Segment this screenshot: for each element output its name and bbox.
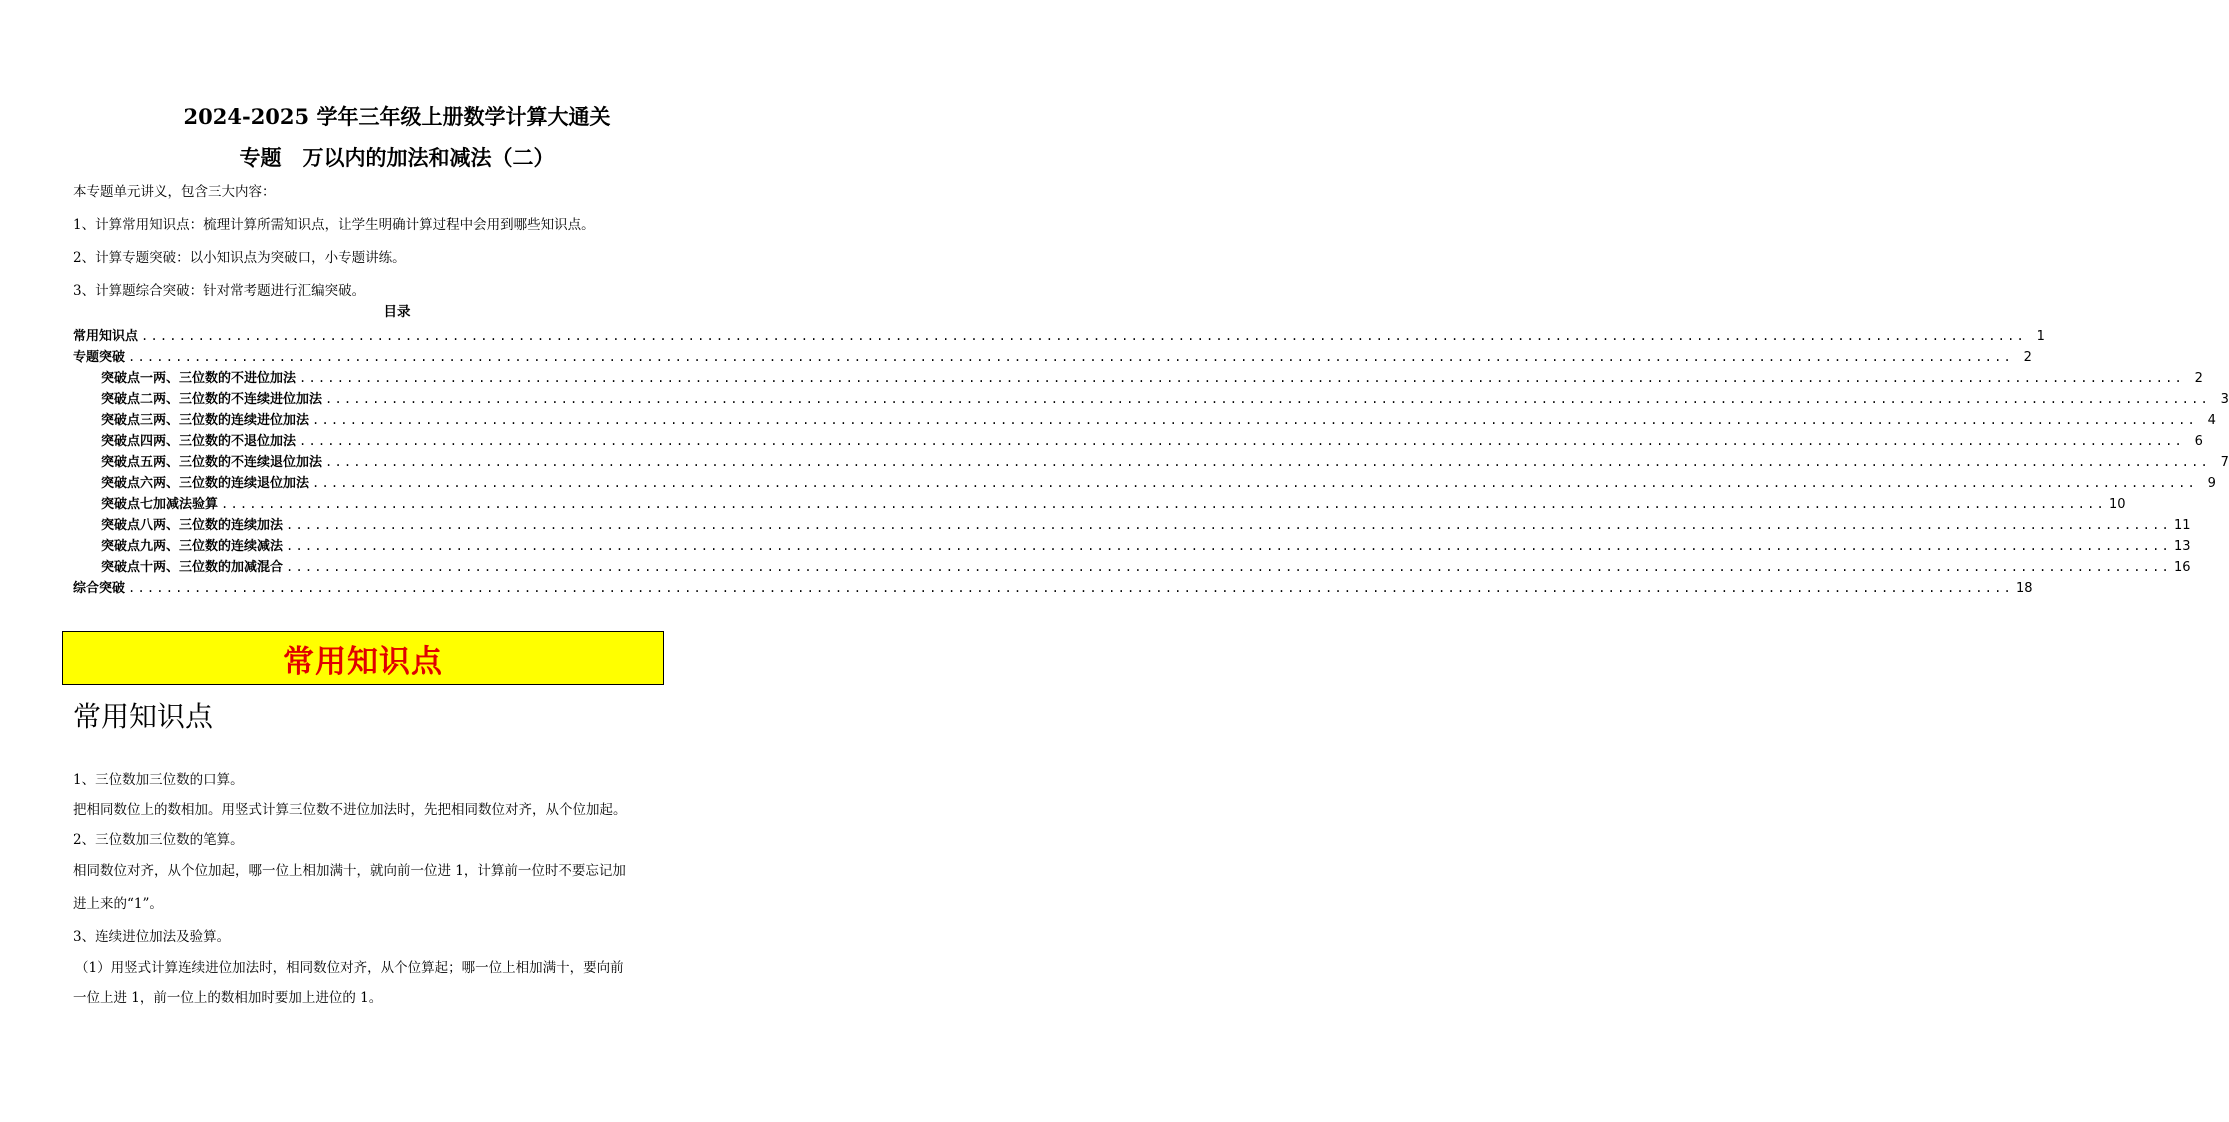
toc-entry-page: 9 [2207, 476, 2216, 491]
document-title: 2024-2025 学年三年级上册数学计算大通关 [183, 104, 611, 129]
toc-entry[interactable] [101, 452, 2229, 472]
toc-entry-page: 2 [2023, 350, 2032, 365]
toc-entry-label: 突破点九两、三位数的连续减法 [101, 539, 284, 554]
intro-line: 1、计算常用知识点：梳理计算所需知识点，让学生明确计算过程中会用到哪些知识点。 [73, 217, 595, 233]
toc-entry-label: 综合突破 [73, 581, 126, 596]
intro-line: 本专题单元讲义，包含三大内容： [73, 184, 276, 200]
toc-entry-page: 6 [2194, 434, 2203, 449]
toc-entry[interactable] [73, 326, 2045, 346]
toc-entry-page: 1 [2036, 329, 2045, 344]
toc-leader-dots: ........................................................................................................................................................................................................ [299, 434, 2184, 448]
document-subtitle: 专题 万以内的加法和减法（二） [239, 145, 555, 170]
toc-leader-dots: ........................................................................................................................................................................................................ [286, 539, 2171, 553]
section-banner-text: 常用知识点 [283, 643, 443, 680]
knowledge-line: 一位上进 1，前一位上的数相加时要加上进位的 1。 [73, 990, 383, 1006]
knowledge-line: 3、连续进位加法及验算。 [73, 929, 231, 945]
toc-entry[interactable] [101, 557, 2191, 577]
toc-entry[interactable] [101, 473, 2216, 493]
toc-entry[interactable] [73, 347, 2032, 367]
toc-leader-dots: ........................................................................................................................................................................................................ [128, 581, 2013, 595]
toc-entry-label: 突破点十两、三位数的加减混合 [101, 560, 284, 575]
toc-entry-label: 常用知识点 [73, 329, 139, 344]
toc-entry-page: 13 [2173, 539, 2191, 554]
toc-entry[interactable] [101, 431, 2203, 451]
knowledge-line: 1、三位数加三位数的口算。 [73, 772, 244, 788]
intro-line: 3、计算题综合突破：针对常考题进行汇编突破。 [73, 283, 366, 299]
toc-leader-dots: ........................................................................................................................................................................................................ [312, 413, 2197, 427]
toc-entry-label: 突破点六两、三位数的连续退位加法 [101, 476, 310, 491]
toc-leader-dots: ........................................................................................................................................................................................................ [299, 371, 2184, 385]
section-heading: 常用知识点 [73, 700, 214, 733]
toc-entry-page: 18 [2015, 581, 2033, 596]
toc-entry-page: 10 [2108, 497, 2126, 512]
knowledge-line: 相同数位对齐，从个位加起，哪一位上相加满十，就向前一位进 1，计算前一位时不要忘记加 [73, 863, 626, 879]
toc-entry-label: 突破点五两、三位数的不连续退位加法 [101, 455, 323, 470]
toc-entry-page: 4 [2207, 413, 2216, 428]
knowledge-line: 进上来的“1”。 [73, 896, 163, 912]
toc-entry-label: 突破点一两、三位数的不进位加法 [101, 371, 297, 386]
toc-leader-dots: ........................................................................................................................................................................................................ [141, 329, 2026, 343]
toc-leader-dots: ........................................................................................................................................................................................................ [221, 497, 2106, 511]
toc-entry-page: 2 [2194, 371, 2203, 386]
toc-entry[interactable] [101, 389, 2229, 409]
toc-entry-label: 突破点二两、三位数的不连续进位加法 [101, 392, 323, 407]
toc-entry-label: 突破点三两、三位数的连续进位加法 [101, 413, 310, 428]
knowledge-line: 把相同数位上的数相加。用竖式计算三位数不进位加法时，先把相同数位对齐，从个位加起。 [73, 802, 627, 818]
toc-leader-dots: ........................................................................................................................................................................................................ [325, 392, 2210, 406]
toc-leader-dots: ........................................................................................................................................................................................................ [325, 455, 2210, 469]
toc-entry-label: 突破点四两、三位数的不退位加法 [101, 434, 297, 449]
toc-entry-label: 突破点八两、三位数的连续加法 [101, 518, 284, 533]
section-banner [62, 631, 664, 685]
toc-leader-dots: ........................................................................................................................................................................................................ [128, 350, 2013, 364]
intro-line: 2、计算专题突破：以小知识点为突破口，小专题讲练。 [73, 250, 406, 266]
toc-entry[interactable] [101, 494, 2126, 514]
toc-entry[interactable] [101, 410, 2216, 430]
toc-entry[interactable] [101, 536, 2191, 556]
toc-heading: 目录 [383, 304, 411, 320]
toc-entry[interactable] [101, 515, 2191, 535]
toc-leader-dots: ........................................................................................................................................................................................................ [312, 476, 2197, 490]
toc-entry-page: 3 [2220, 392, 2229, 407]
toc-leader-dots: ........................................................................................................................................................................................................ [286, 560, 2171, 574]
knowledge-line: （1）用竖式计算连续进位加法时，相同数位对齐，从个位算起；哪一位上相加满十，要向前 [75, 960, 624, 976]
toc-entry[interactable] [73, 578, 2033, 598]
toc-leader-dots: ........................................................................................................................................................................................................ [286, 518, 2171, 532]
toc-entry-label: 专题突破 [73, 350, 126, 365]
toc-entry-page: 7 [2220, 455, 2229, 470]
toc-entry-page: 11 [2173, 518, 2191, 533]
toc-entry[interactable] [101, 368, 2203, 388]
knowledge-line: 2、三位数加三位数的笔算。 [73, 832, 244, 848]
toc-entry-page: 16 [2173, 560, 2191, 575]
toc-entry-label: 突破点七加减法验算 [101, 497, 219, 512]
